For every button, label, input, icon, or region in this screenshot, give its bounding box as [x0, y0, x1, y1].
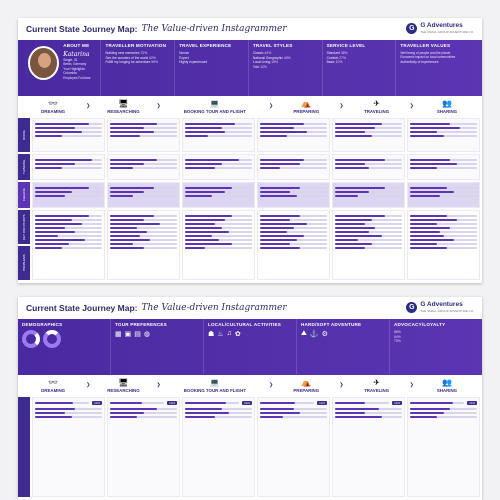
about-line: Single, 31: [63, 58, 78, 62]
motivation-item: See the wonders of the world: [105, 55, 149, 60]
stage-label: RESEARCHING: [107, 108, 140, 114]
thinking-row: [18, 154, 482, 180]
experience-panel: [175, 40, 249, 96]
stage-label: PREPARING: [293, 387, 320, 393]
chevron-right-icon: ❯: [156, 103, 161, 109]
service-item: Basic: [326, 60, 335, 65]
journey-cell: [32, 154, 105, 180]
feeling-row: [18, 182, 482, 208]
row-label: KEY PAIN POINTS: [18, 210, 30, 244]
column-heading: DEMOGRAPHICS: [22, 322, 63, 327]
sheet-header: [18, 297, 482, 319]
stage-label: BOOKING TOUR AND FLIGHT: [183, 108, 246, 114]
journey-cell: [107, 182, 180, 208]
brand-logo: [406, 302, 474, 313]
journey-cell: [407, 397, 480, 497]
row-label: THINKING: [18, 154, 30, 180]
journey-cell: [32, 397, 105, 497]
chevron-right-icon: ❯: [268, 103, 274, 109]
experience-item: Highly experienced: [179, 60, 208, 65]
journey-cell: [182, 397, 255, 497]
page-title: Current State Journey Map:: [26, 24, 138, 34]
value-item: Economic impact on local communities: [400, 55, 456, 60]
stage-traveling[interactable]: [342, 99, 412, 114]
chevron-right-icon: ❯: [339, 103, 344, 109]
style-value: 15%: [271, 60, 279, 65]
stage-preparing[interactable]: [268, 377, 344, 393]
brand-name: G Adventures: [420, 22, 463, 30]
music-icon: ♫: [226, 330, 232, 337]
service-value: 27%: [339, 55, 347, 60]
style-item: Classic: [252, 51, 264, 55]
stage-label: DREAMING: [41, 108, 66, 114]
style-value: 40%: [283, 55, 291, 60]
metrics-row: [18, 397, 482, 497]
stage-label: SHARING: [436, 387, 458, 393]
about-heading: ABOUT ME: [63, 43, 90, 48]
logo-mark-icon: G: [406, 302, 417, 313]
brand-logo: [406, 23, 474, 34]
experience-item: Expert: [179, 55, 189, 60]
stage-label: DREAMING: [41, 387, 66, 393]
style-item: Local Living: [252, 60, 271, 65]
journey-cell: [182, 210, 255, 280]
journey-cell: [257, 397, 330, 497]
art-icon: ✿: [234, 331, 241, 338]
binoculars-icon: 👓: [48, 98, 59, 108]
row-label: PROBLEMS: [18, 246, 30, 280]
about-me-panel: [18, 40, 101, 96]
advocacy-value: 88%: [394, 330, 401, 334]
laptop-icon: 💻: [209, 98, 220, 108]
service-item: Comfort: [326, 55, 339, 60]
about-line: Berlin, Germany: [63, 62, 87, 67]
hiking-icon: ⛰: [301, 330, 307, 337]
motivation-item: Fulfill my longing for adventure: [105, 60, 151, 65]
column-heading: TRAVELLER VALUES: [400, 43, 451, 48]
tent-icon: ⛺: [301, 98, 312, 108]
stage-label: SHARING: [436, 108, 458, 114]
service-value: 38%: [340, 51, 348, 55]
journey-cell: [407, 210, 480, 280]
stage-sharing[interactable]: [409, 98, 482, 114]
style-value: 12%: [260, 64, 267, 69]
value-item: Authenticity of experiences: [400, 59, 439, 64]
plane-icon: ✈: [373, 377, 380, 387]
bike-icon: ⚙: [321, 331, 328, 338]
food-icon: ♨: [217, 331, 224, 338]
stage-preparing[interactable]: [268, 98, 344, 114]
people-icon: 👥: [441, 98, 452, 108]
stage-label: BOOKING TOUR AND FLIGHT: [183, 387, 246, 393]
traveller-values-panel: [396, 40, 482, 96]
experience-item: Novice: [179, 51, 190, 55]
brand-tagline: THE SMALL GROUP ADVENTURE CO.: [420, 29, 474, 34]
column-heading: HARD/SOFT ADVENTURE: [301, 322, 362, 327]
avatar: [28, 46, 59, 80]
demographics-panel: [18, 319, 111, 375]
journey-cell: [407, 154, 480, 180]
persona-name: Katarina: [63, 51, 90, 58]
donut-chart-icon: [22, 330, 40, 348]
persona-band: [18, 40, 482, 96]
service-level-panel: [323, 40, 397, 96]
journey-cell: [407, 182, 480, 208]
tour-preferences-panel: [111, 319, 204, 375]
score-badge: 10.0: [244, 401, 250, 405]
journey-cell: [107, 210, 180, 280]
travel-styles-panel: [249, 40, 323, 96]
profile-band: [18, 319, 482, 375]
stage-dreaming[interactable]: [18, 98, 91, 114]
chevron-right-icon: ❯: [156, 382, 161, 388]
value-item: Well being of people and the planet: [400, 51, 451, 55]
stage-dreaming[interactable]: [18, 377, 91, 393]
tent-icon: ⛺: [301, 377, 312, 387]
journey-cell: [107, 397, 180, 497]
journey-cell: [32, 182, 105, 208]
calendar-icon: ▤: [134, 331, 141, 338]
journey-cell: [257, 154, 330, 180]
row-label: FEELING: [18, 182, 30, 208]
kayak-icon: ⚓: [309, 331, 319, 338]
journey-cell: [332, 210, 405, 280]
journey-cell: [182, 154, 255, 180]
advocacy-value: 64%: [394, 334, 401, 339]
journey-stages: [18, 96, 482, 116]
motivation-panel: [101, 40, 175, 96]
score-badge: 10.0: [469, 401, 475, 405]
chevron-right-icon: ❯: [409, 382, 414, 388]
stage-label: TRAVELING: [364, 387, 390, 393]
map-icon: ▦: [115, 331, 122, 338]
motivation-value: 62%: [149, 55, 156, 60]
journey-cell: [182, 182, 255, 208]
journey-map-sheet-1: [18, 18, 482, 283]
donut-chart-icon: [43, 330, 61, 348]
journey-cell: [257, 210, 330, 280]
about-line: Your Highlights: Columbia: [63, 66, 86, 76]
journey-cell: [257, 118, 330, 152]
journey-cell: [32, 118, 105, 152]
column-heading: SERVICE LEVEL: [326, 43, 366, 48]
stage-researching[interactable]: [88, 99, 158, 114]
journey-map-sheet-2: [18, 297, 482, 500]
score-badge: 10.0: [169, 401, 175, 405]
motivation-value: 55%: [151, 60, 159, 65]
bus-icon: ▣: [124, 331, 132, 338]
page-subtitle: The Value-driven Instagrammer: [141, 24, 287, 34]
sheet-header: [18, 18, 482, 40]
chevron-right-icon: ❯: [268, 382, 274, 388]
column-heading: TRAVEL STYLES: [252, 43, 293, 48]
stage-label: RESEARCHING: [107, 387, 140, 393]
logo-mark-icon: G: [406, 23, 417, 34]
journey-cell: [407, 118, 480, 152]
globe-icon: ◍: [143, 331, 150, 338]
page-subtitle: The Value-driven Instagrammer: [141, 303, 287, 313]
journey-cell: [107, 118, 180, 152]
column-heading: TOUR PREFERENCES: [115, 322, 167, 327]
journey-cell: [332, 182, 405, 208]
score-badge: 10.0: [319, 401, 325, 405]
stage-researching[interactable]: [88, 378, 158, 393]
column-heading: LOCAL/CULTURAL ACTIVITIES: [208, 322, 282, 327]
journey-stages: [18, 375, 482, 395]
page-title: Current State Journey Map:: [26, 303, 138, 313]
score-badge: 10.0: [394, 401, 400, 405]
chevron-right-icon: ❯: [409, 103, 414, 109]
journey-cell: [257, 182, 330, 208]
journey-cell: [332, 154, 405, 180]
brand-name: G Adventures: [420, 301, 463, 309]
computer-icon: 🖥: [118, 377, 129, 387]
brand-tagline: THE SMALL GROUP ADVENTURE CO.: [420, 308, 474, 313]
chevron-right-icon: ❯: [339, 382, 344, 388]
binoculars-icon: 👓: [48, 377, 59, 387]
journey-cell: [107, 154, 180, 180]
motivation-value: 70%: [140, 51, 148, 55]
lantern-icon: ☗: [208, 331, 215, 338]
about-line: Employed Full-time: [63, 75, 91, 80]
journey-cell: [32, 210, 105, 280]
chevron-right-icon: ❯: [86, 382, 91, 388]
plane-icon: ✈: [373, 98, 380, 108]
service-item: Standard: [326, 51, 340, 55]
column-heading: TRAVEL EXPERIENCE: [179, 43, 232, 48]
row-label: [18, 397, 30, 497]
motivation-item: Building new memories: [105, 51, 140, 55]
doing-row: [18, 118, 482, 152]
journey-cell: [332, 118, 405, 152]
laptop-icon: 💻: [209, 377, 220, 387]
stage-label: TRAVELING: [364, 108, 390, 114]
column-heading: TRAVELLER MOTIVATION: [105, 43, 167, 48]
stage-booking[interactable]: [156, 377, 274, 393]
computer-icon: 🖥: [118, 98, 129, 108]
local-activities-panel: [204, 319, 297, 375]
chevron-right-icon: ❯: [86, 103, 91, 109]
row-label: DOING: [18, 118, 30, 152]
stage-traveling[interactable]: [342, 378, 412, 393]
advocacy-panel: [390, 319, 482, 375]
adventure-panel: [297, 319, 390, 375]
score-badge: 10.0: [94, 401, 100, 405]
stage-sharing[interactable]: [409, 377, 482, 393]
style-item: Yolo: [252, 64, 260, 69]
service-value: 10%: [335, 60, 343, 65]
advocacy-value: 75%: [394, 339, 401, 344]
style-value: 44%: [264, 51, 272, 55]
stage-booking[interactable]: [156, 98, 274, 114]
journey-cell: [332, 397, 405, 497]
column-heading: ADVOCACY/LOYALTY: [394, 322, 446, 327]
people-icon: 👥: [441, 377, 452, 387]
pain-points-row: [18, 210, 482, 280]
stage-label: PREPARING: [293, 108, 320, 114]
style-item: National Geographic: [252, 55, 283, 60]
journey-cell: [182, 118, 255, 152]
